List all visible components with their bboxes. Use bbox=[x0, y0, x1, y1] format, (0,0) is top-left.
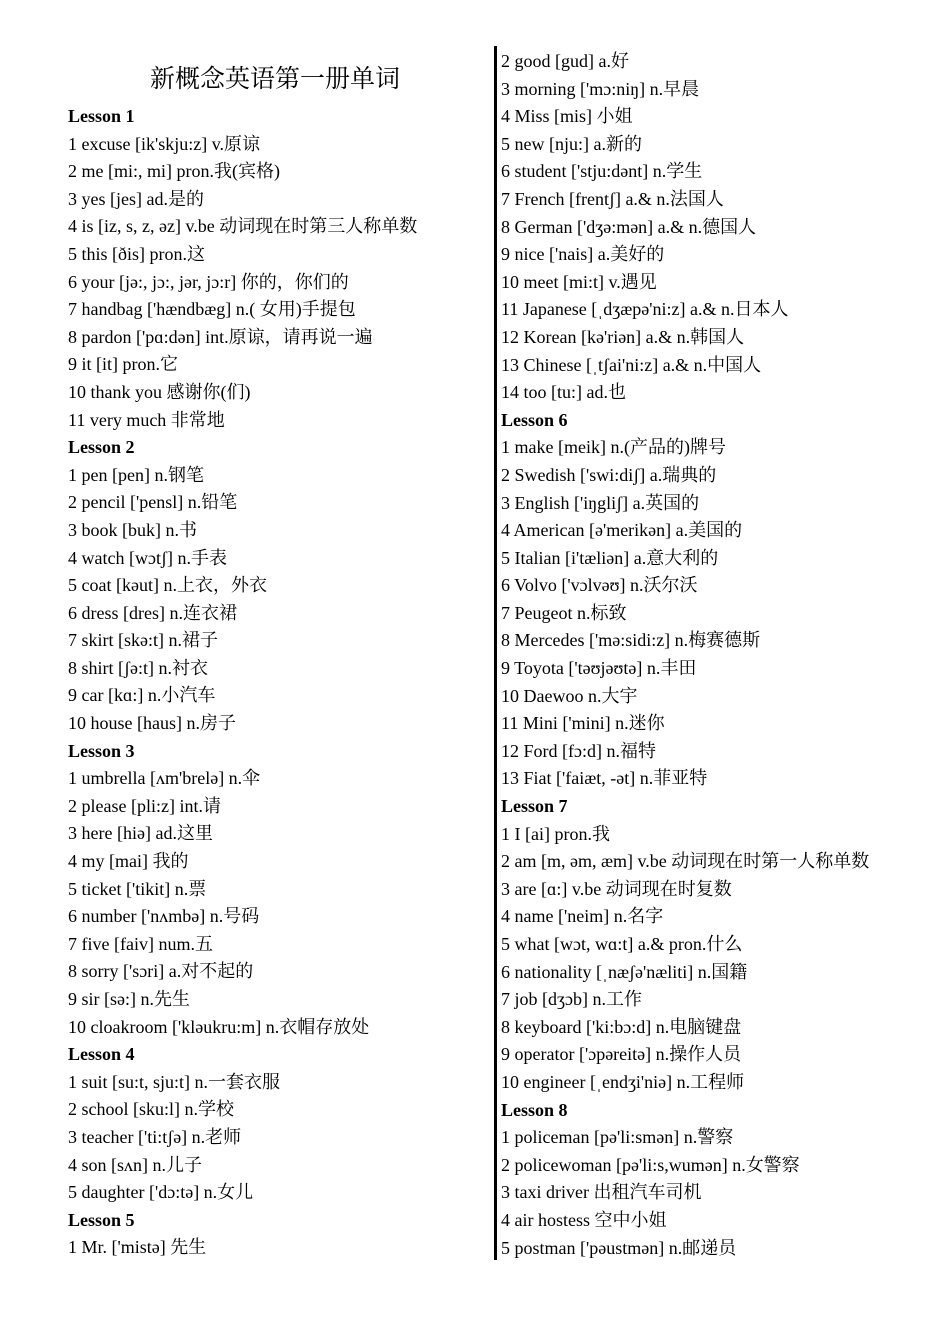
lesson-heading: Lesson 4 bbox=[68, 1044, 135, 1065]
vocab-entry: 9 sir [sə:] n.先生 bbox=[68, 989, 190, 1009]
vocab-entry: 7 French [frentʃ] a.& n.法国人 bbox=[501, 188, 724, 209]
vocab-entry: 8 Mercedes ['mə:sidi:z] n.梅赛德斯 bbox=[501, 630, 761, 651]
column-divider bbox=[494, 46, 497, 1260]
vocab-entry: 14 too [tu:] ad.也 bbox=[501, 382, 626, 403]
vocab-column-left bbox=[68, 103, 488, 1262]
vocab-entry: 4 name ['neim] n.名字 bbox=[501, 906, 664, 927]
vocab-entry: 2 policewoman [pə'li:s,wumən] n.女警察 bbox=[501, 1154, 800, 1175]
vocab-entry: 6 nationality [ˌnæʃə'næliti] n.国籍 bbox=[501, 961, 748, 982]
vocab-entry: 3 yes [jes] ad.是的 bbox=[68, 188, 204, 209]
vocab-entry: 8 German ['dʒə:mən] a.& n.德国人 bbox=[501, 216, 757, 237]
vocab-entry: 10 meet [mi:t] v.遇见 bbox=[501, 271, 657, 292]
vocab-entry: 11 Mini ['mini] n.迷你 bbox=[501, 713, 665, 734]
vocab-entry: 8 keyboard ['ki:bɔ:d] n.电脑键盘 bbox=[501, 1016, 742, 1037]
vocab-entry: 5 this [ðis] pron.这 bbox=[68, 243, 205, 264]
vocab-entry: 5 what [wɔt, wɑ:t] a.& pron.什么 bbox=[501, 934, 743, 954]
vocab-entry: 7 five [faiv] num.五 bbox=[68, 933, 213, 954]
vocab-entry: 1 excuse [ik'skju:z] v.原谅 bbox=[68, 133, 261, 154]
vocab-entry: 10 Daewoo n.大宇 bbox=[501, 685, 638, 706]
vocab-entry: 2 me [mi:, mi] pron.我(宾格) bbox=[68, 161, 280, 182]
lesson-heading: Lesson 2 bbox=[68, 437, 135, 458]
vocab-entry: 12 Ford [fɔ:d] n.福特 bbox=[501, 740, 656, 761]
vocab-entry: 9 nice ['nais] a.美好的 bbox=[501, 244, 665, 265]
lesson-heading: Lesson 8 bbox=[501, 1099, 568, 1120]
vocab-entry: 1 I [ai] pron.我 bbox=[501, 823, 610, 844]
vocab-entry: 4 air hostess 空中小姐 bbox=[501, 1209, 667, 1230]
vocab-entry: 3 book [buk] n.书 bbox=[68, 519, 197, 540]
vocab-entry: 3 are [ɑ:] v.be 动词现在时复数 bbox=[501, 878, 732, 899]
vocab-entry: 12 Korean [kə'riən] a.& n.韩国人 bbox=[501, 326, 745, 347]
vocab-entry: 1 umbrella [ʌm'brelə] n.伞 bbox=[68, 768, 261, 789]
vocab-entry: 9 operator ['ɔpəreitə] n.操作人员 bbox=[501, 1044, 742, 1065]
vocab-entry: 9 car [kɑ:] n.小汽车 bbox=[68, 685, 216, 706]
lesson-heading: Lesson 3 bbox=[68, 740, 135, 761]
vocab-entry: 5 new [nju:] a.新的 bbox=[501, 133, 642, 154]
vocab-entry: 5 daughter ['dɔ:tə] n.女儿 bbox=[68, 1182, 254, 1203]
vocab-entry: 3 here [hiə] ad.这里 bbox=[68, 823, 213, 844]
vocab-entry: 3 taxi driver 出租汽车司机 bbox=[501, 1182, 702, 1203]
lesson-heading: Lesson 1 bbox=[68, 106, 135, 126]
vocab-entry: 3 morning ['mɔ:niŋ] n.早晨 bbox=[501, 78, 700, 99]
vocab-entry: 6 your [jə:, jɔ:, jər, jɔ:r] 你的，你们的 bbox=[68, 271, 349, 292]
vocab-entry: 6 student ['stju:dənt] n.学生 bbox=[501, 161, 703, 182]
vocab-entry: 2 please [pli:z] int.请 bbox=[68, 795, 221, 816]
vocab-column-right bbox=[501, 48, 946, 1262]
vocab-entry: 5 ticket ['tikit] n.票 bbox=[68, 878, 207, 899]
vocab-entry: 2 pencil ['pensl] n.铅笔 bbox=[68, 492, 238, 513]
lesson-heading: Lesson 7 bbox=[501, 796, 568, 817]
vocab-entry: 4 is [iz, s, z, əz] v.be 动词现在时第三人称单数 bbox=[68, 216, 418, 237]
vocab-entry: 6 Volvo ['vɔlvəʊ] n.沃尔沃 bbox=[501, 575, 698, 596]
vocab-entry: 3 English ['iŋgliʃ] a.英国的 bbox=[501, 492, 700, 513]
vocab-entry: 1 Mr. ['mistə] 先生 bbox=[68, 1237, 207, 1258]
vocab-entry: 5 postman ['pəustmən] n.邮递员 bbox=[501, 1237, 737, 1258]
document-title: 新概念英语第一册单词 bbox=[150, 66, 401, 93]
vocab-entry: 7 handbag ['hændbæg] n.( 女用)手提包 bbox=[68, 299, 356, 320]
vocab-entry: 8 shirt [ʃə:t] n.衬衣 bbox=[68, 657, 208, 678]
vocab-entry: 3 teacher ['ti:tʃə] n.老师 bbox=[68, 1126, 242, 1147]
vocab-entry: 1 suit [su:t, sju:t] n.一套衣服 bbox=[68, 1071, 281, 1092]
vocab-entry: 7 Peugeot n.标致 bbox=[501, 602, 627, 623]
vocab-entry: 4 son [sʌn] n.儿子 bbox=[68, 1154, 202, 1175]
vocab-entry: 9 it [it] pron.它 bbox=[68, 354, 178, 375]
vocab-entry: 10 thank you 感谢你(们) bbox=[68, 381, 251, 402]
vocab-entry: 5 coat [kəut] n.上衣，外衣 bbox=[68, 575, 267, 596]
vocab-entry: 7 job [dʒɔb] n.工作 bbox=[501, 989, 642, 1010]
vocab-entry: 6 number ['nʌmbə] n.号码 bbox=[68, 906, 260, 927]
vocab-entry: 11 Japanese [ˌdʒæpə'ni:z] a.& n.日本人 bbox=[501, 299, 789, 320]
vocab-entry: 1 pen [pen] n.钢笔 bbox=[68, 464, 204, 485]
vocab-entry: 10 house [haus] n.房子 bbox=[68, 713, 236, 734]
vocab-entry: 13 Chinese [ˌtʃai'ni:z] a.& n.中国人 bbox=[501, 354, 762, 375]
vocab-entry: 13 Fiat ['faiæt, -ət] n.菲亚特 bbox=[501, 768, 708, 789]
vocab-entry: 5 Italian [i'tæliən] a.意大利的 bbox=[501, 547, 719, 568]
vocab-entry: 8 pardon ['pɑ:dən] int.原谅，请再说一遍 bbox=[68, 326, 373, 347]
vocab-entry: 10 engineer [ˌendʒi'niə] n.工程师 bbox=[501, 1071, 745, 1092]
vocab-entry: 4 watch [wɔtʃ] n.手表 bbox=[68, 547, 227, 568]
vocab-entry: 4 Miss [mis] 小姐 bbox=[501, 106, 633, 127]
vocab-entry: 1 policeman [pə'li:smən] n.警察 bbox=[501, 1127, 734, 1148]
vocab-entry: 9 Toyota ['təʊjəʊtə] n.丰田 bbox=[501, 658, 697, 679]
lesson-heading: Lesson 5 bbox=[68, 1209, 135, 1230]
vocab-entry: 2 am [m, əm, æm] v.be 动词现在时第一人称单数 bbox=[501, 851, 870, 872]
vocab-entry: 11 very much 非常地 bbox=[68, 409, 225, 430]
vocab-entry: 2 school [sku:l] n.学校 bbox=[68, 1099, 234, 1120]
vocab-entry: 4 my [mai] 我的 bbox=[68, 851, 189, 872]
vocab-entry: 10 cloakroom ['kləukru:m] n.衣帽存放处 bbox=[68, 1016, 370, 1037]
vocab-entry: 8 sorry ['sɔri] a.对不起的 bbox=[68, 961, 254, 982]
vocab-entry: 2 good [gud] a.好 bbox=[501, 51, 629, 71]
vocab-entry: 1 make [meik] n.(产品的)牌号 bbox=[501, 437, 726, 458]
vocab-entry: 6 dress [dres] n.连衣裙 bbox=[68, 602, 237, 623]
vocab-entry: 2 Swedish ['swi:diʃ] a.瑞典的 bbox=[501, 464, 717, 485]
vocab-entry: 7 skirt [skə:t] n.裙子 bbox=[68, 630, 218, 651]
vocab-entry: 4 American [ə'merikən] a.美国的 bbox=[501, 520, 743, 541]
lesson-heading: Lesson 6 bbox=[501, 409, 568, 430]
